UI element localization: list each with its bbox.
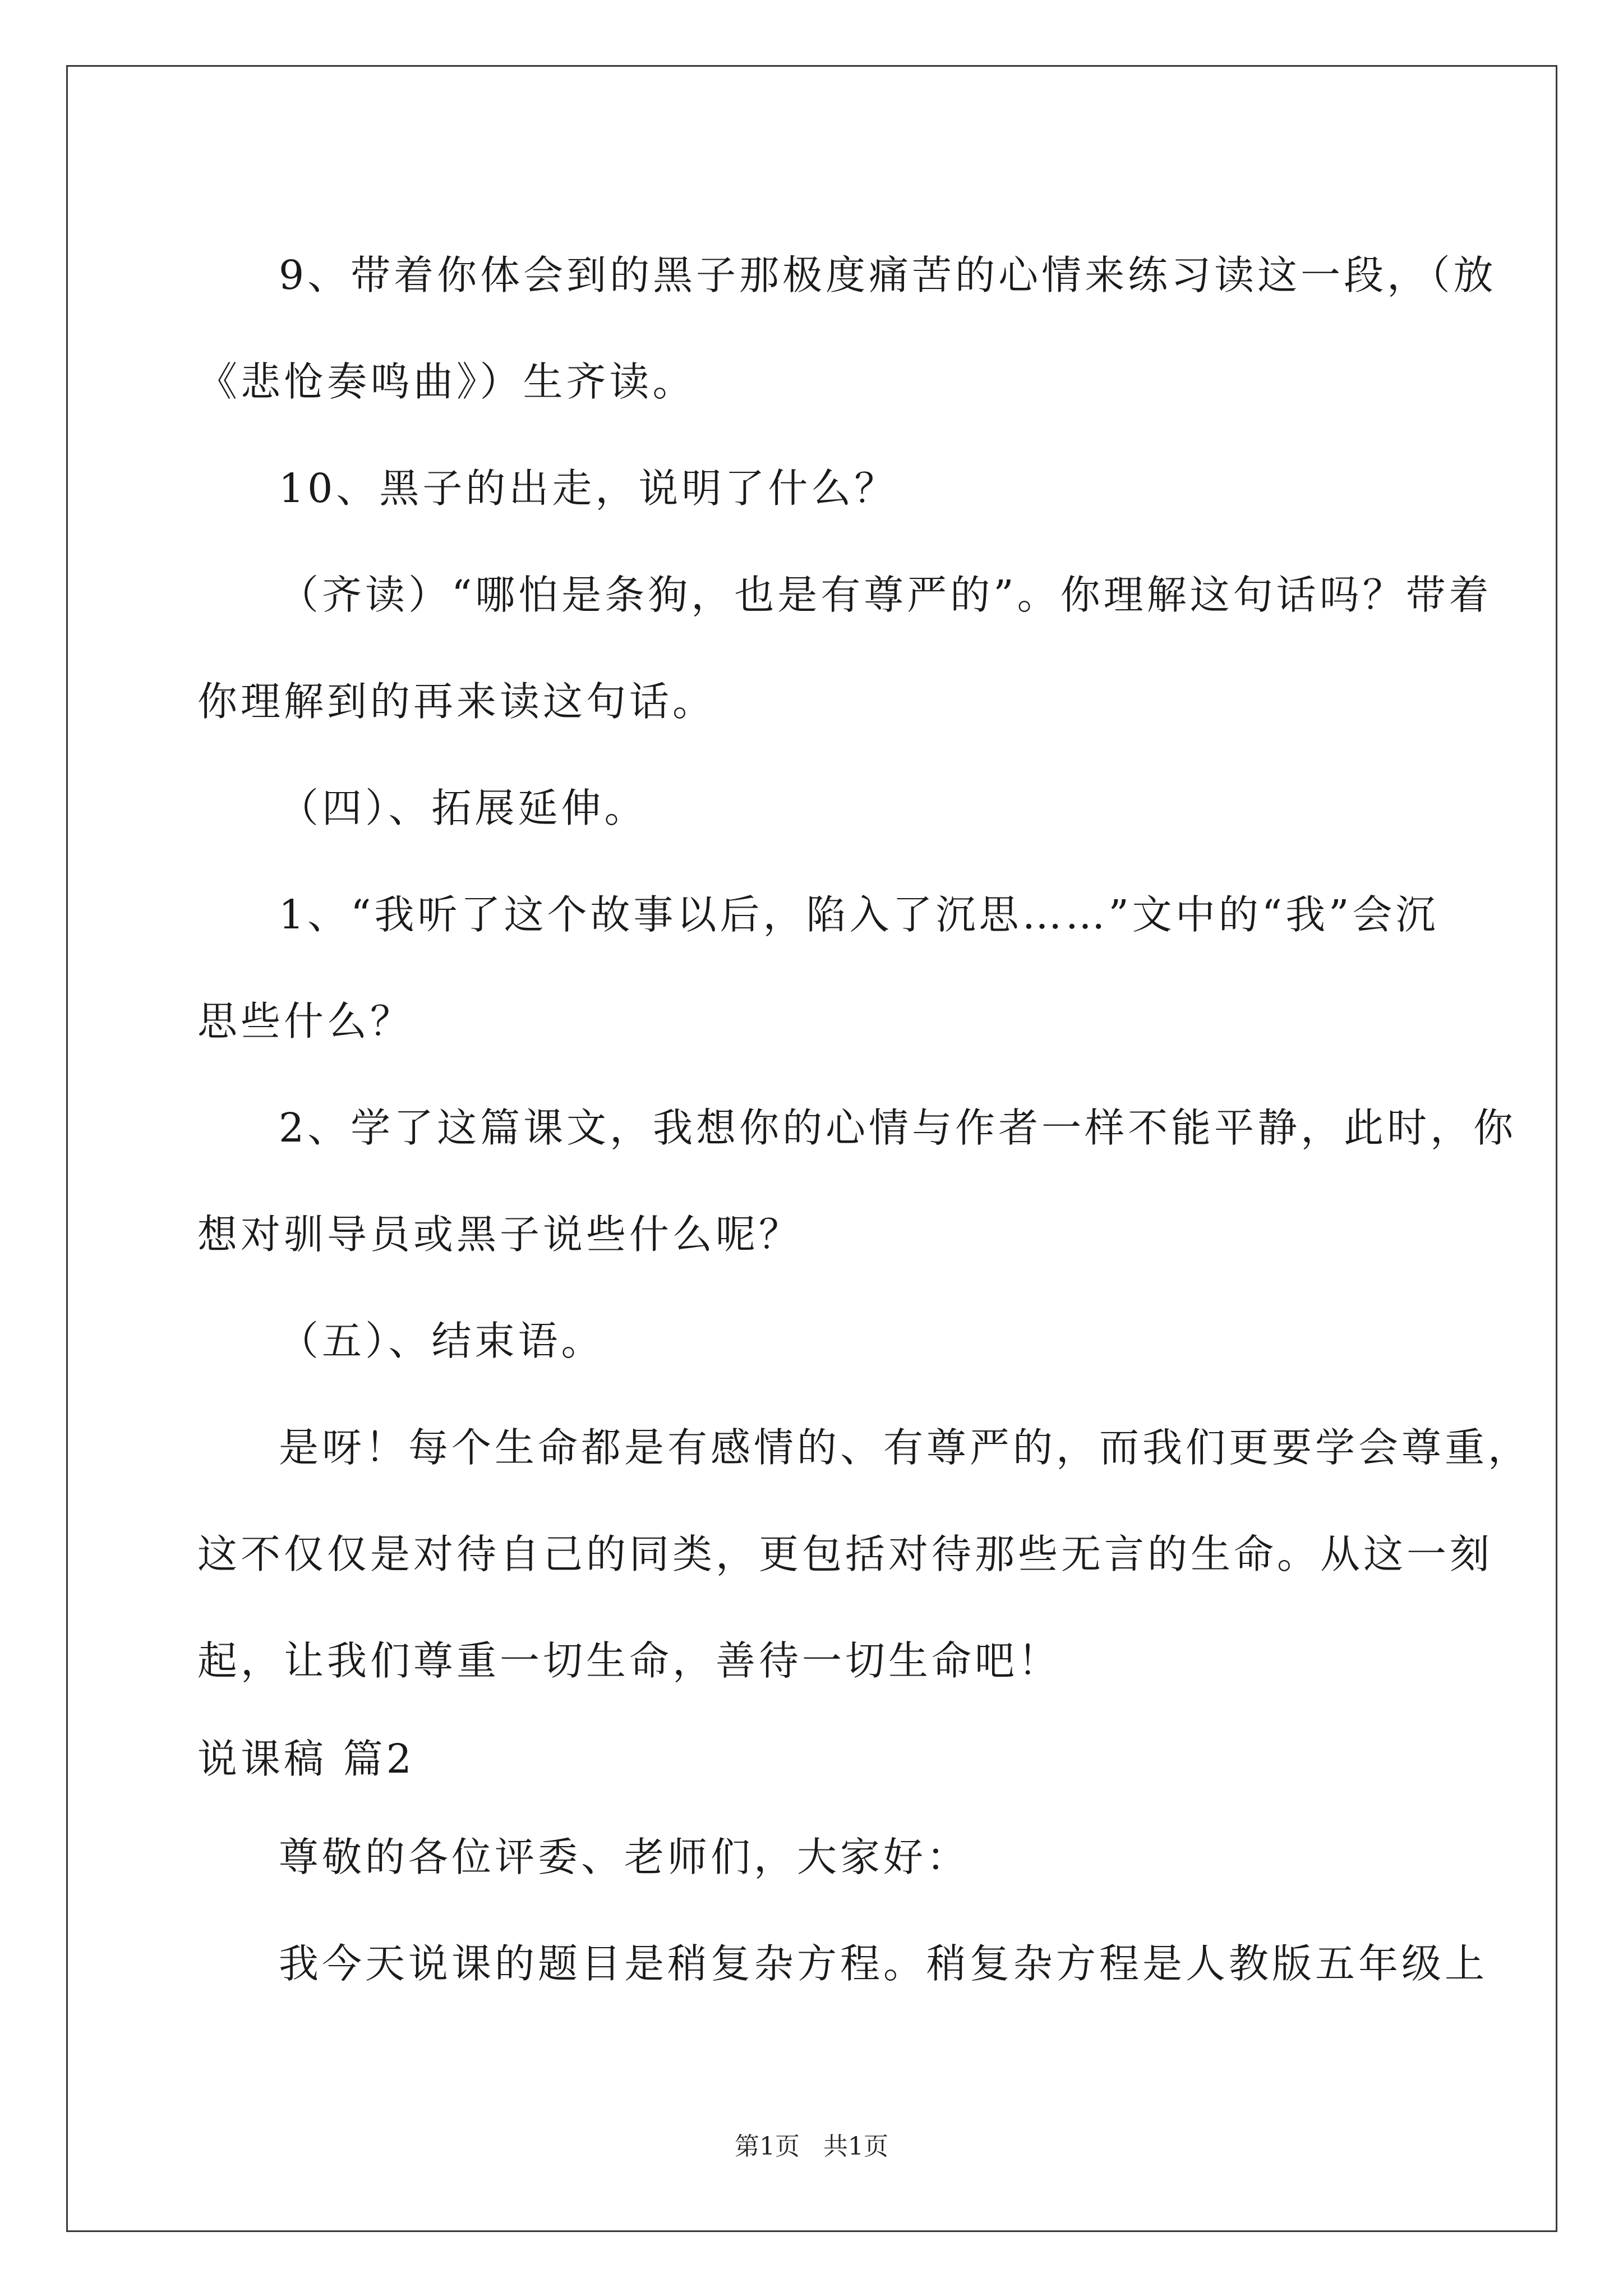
document-heading: 说课稿 篇2 bbox=[197, 1736, 415, 1782]
paragraph-line: 是呀！每个生命都是有感情的、有尊严的，而我们更要学会尊重， bbox=[279, 1424, 1532, 1471]
section-heading-line: （五）、结束语。 bbox=[279, 1318, 605, 1364]
paragraph-line: 2、学了这篇课文，我想你的心情与作者一样不能平静，此时，你 bbox=[279, 1105, 1517, 1151]
paragraph-line: 我今天说课的题目是稍复杂方程。稍复杂方程是人教版五年级上 bbox=[279, 1940, 1488, 1987]
paragraph-line: 这不仅仅是对待自己的同类，更包括对待那些无言的生命。从这一刻 bbox=[197, 1531, 1493, 1577]
paragraph-line: 你理解到的再来读这句话。 bbox=[197, 678, 716, 725]
paragraph-line: 想对驯导员或黑子说些什么呢？ bbox=[197, 1211, 803, 1258]
page-footer bbox=[0, 2126, 1623, 2162]
page-total: 共1页 bbox=[823, 2132, 888, 2161]
section-heading-line: （四）、拓展延伸。 bbox=[279, 785, 648, 831]
paragraph-line: 思些什么？ bbox=[197, 998, 414, 1045]
document-body bbox=[197, 222, 1532, 2017]
paragraph-line: 10、黑子的出走，说明了什么？ bbox=[279, 465, 898, 512]
paragraph-line: 《悲怆奏鸣曲》）生齐读。 bbox=[197, 358, 696, 405]
paragraph-line: 1、“我听了这个故事以后，陷入了沉思……”文中的“我”会沉 bbox=[279, 891, 1439, 938]
paragraph-line: 尊敬的各位评委、老师们，大家好： bbox=[279, 1834, 970, 1880]
paragraph-line: 起，让我们尊重一切生命，善待一切生命吧！ bbox=[197, 1637, 1062, 1684]
paragraph-line: 9、带着你体会到的黑子那极度痛苦的心情来练习读这一段，（放 bbox=[279, 252, 1497, 298]
paragraph-line: （齐读）“哪怕是条狗，也是有尊严的”。你理解这句话吗？带着 bbox=[279, 572, 1492, 618]
page-number: 第1页 bbox=[735, 2132, 800, 2161]
